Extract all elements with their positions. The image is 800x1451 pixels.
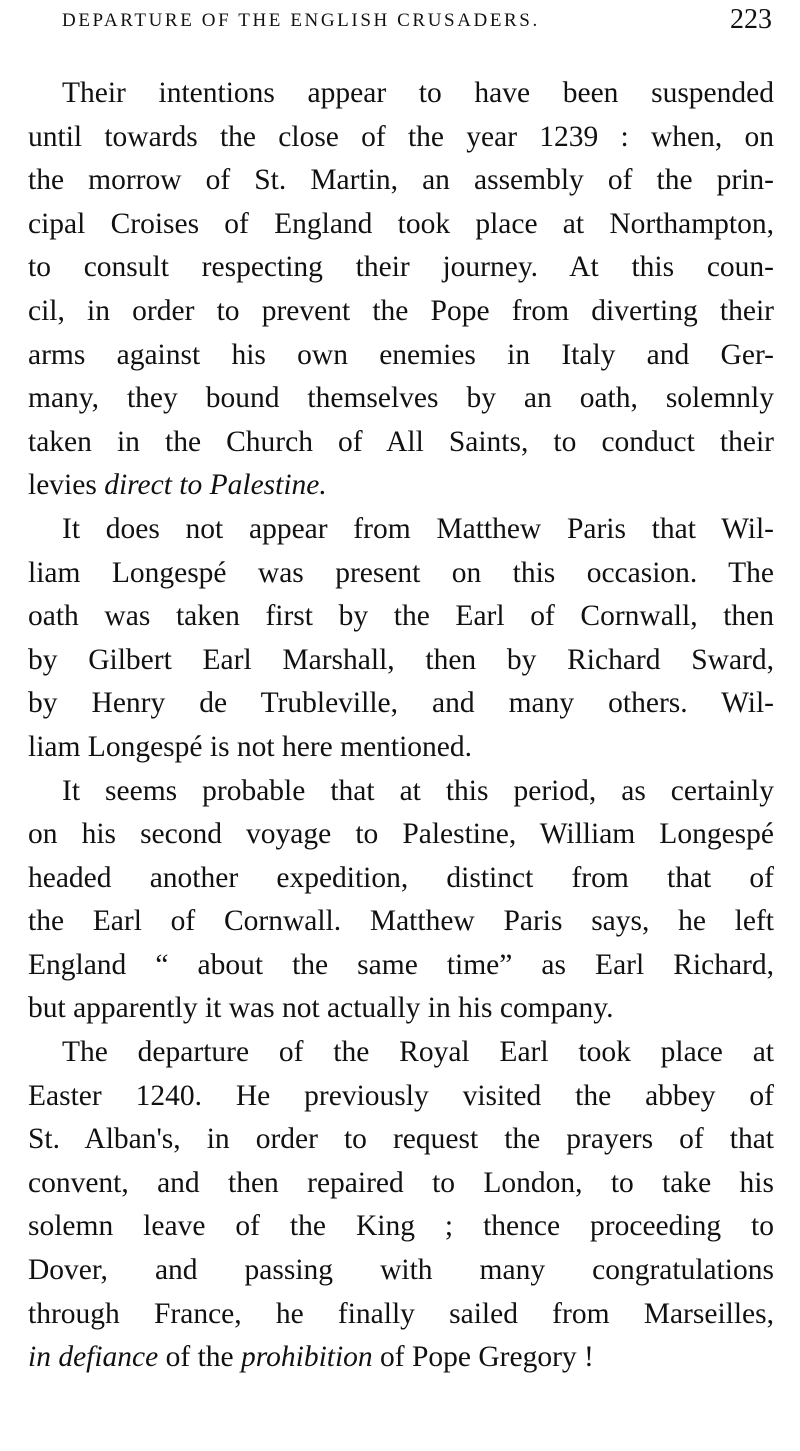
- italic-text: in defiance: [28, 1341, 159, 1374]
- italic-text: prohibition: [241, 1341, 373, 1374]
- text-line: many, they bound themselves by an oath, solemnly: [28, 382, 774, 415]
- text-line: England “ about the same time” as Earl Richard,: [28, 948, 774, 981]
- text-line: liam Longespé is not here mentioned.: [28, 730, 473, 763]
- body-text: [28, 72, 774, 1380]
- text-run: levies: [28, 469, 105, 502]
- text-line: taken in the Church of All Saints, to conduct their: [28, 425, 774, 458]
- text-line: convent, and then repaired to London, to take his: [28, 1166, 774, 1199]
- text-line: Easter 1240. He previously visited the abbey of: [28, 1079, 774, 1112]
- text-line: Their intentions appear to have been suspended: [62, 77, 774, 109]
- text-line: It does not appear from Matthew Paris that Wil-: [62, 512, 774, 545]
- text-line: headed another expedition, distinct from that of: [28, 861, 774, 894]
- page-number: 223: [730, 4, 772, 35]
- text-line: to consult respecting their journey. At this coun-: [28, 251, 774, 284]
- text-line: The departure of the Royal Earl took place at: [62, 1036, 774, 1069]
- text-run: of the: [158, 1341, 241, 1374]
- text-line: but apparently it was not actually in his company.: [28, 992, 614, 1025]
- text-line: cil, in order to prevent the Pope from diverting their: [28, 294, 774, 327]
- text-line: by Gilbert Earl Marshall, then by Richard Sward,: [28, 643, 774, 676]
- text-line: arms against his own enemies in Italy and Ger-: [28, 338, 774, 371]
- text-line: the Earl of Cornwall. Matthew Paris says, he left: [28, 905, 774, 938]
- italic-text: direct to Palestine.: [104, 469, 327, 502]
- page-header: [0, 0, 800, 40]
- text-line: until towards the close of the year 1239 : when, on: [28, 120, 774, 153]
- running-title: DEPARTURE OF THE ENGLISH CRUSADERS.: [62, 10, 540, 31]
- text-line: liam Longespé was present on this occasion. The: [28, 556, 774, 589]
- text-run: of Pope Gregory !: [372, 1341, 594, 1374]
- text-line: by Henry de Trubleville, and many others. Wil-: [28, 687, 774, 720]
- text-line: [28, 464, 774, 508]
- text-line: St. Alban's, in order to request the prayers of that: [28, 1123, 774, 1156]
- text-line: cipal Croises of England took place at Northampton,: [28, 207, 774, 240]
- text-line: oath was taken first by the Earl of Cornwall, then: [28, 600, 774, 633]
- text-line: solemn leave of the King ; thence proceeding to: [28, 1210, 774, 1243]
- text-line: the morrow of St. Martin, an assembly of the prin-: [28, 164, 774, 197]
- text-line: on his second voyage to Palestine, William Longespé: [28, 818, 774, 851]
- text-line: It seems probable that at this period, as certainly: [62, 774, 774, 807]
- text-line: through France, he finally sailed from Marseilles,: [28, 1297, 774, 1330]
- text-line: Dover, and passing with many congratulations: [28, 1254, 774, 1287]
- text-line: [28, 1336, 774, 1380]
